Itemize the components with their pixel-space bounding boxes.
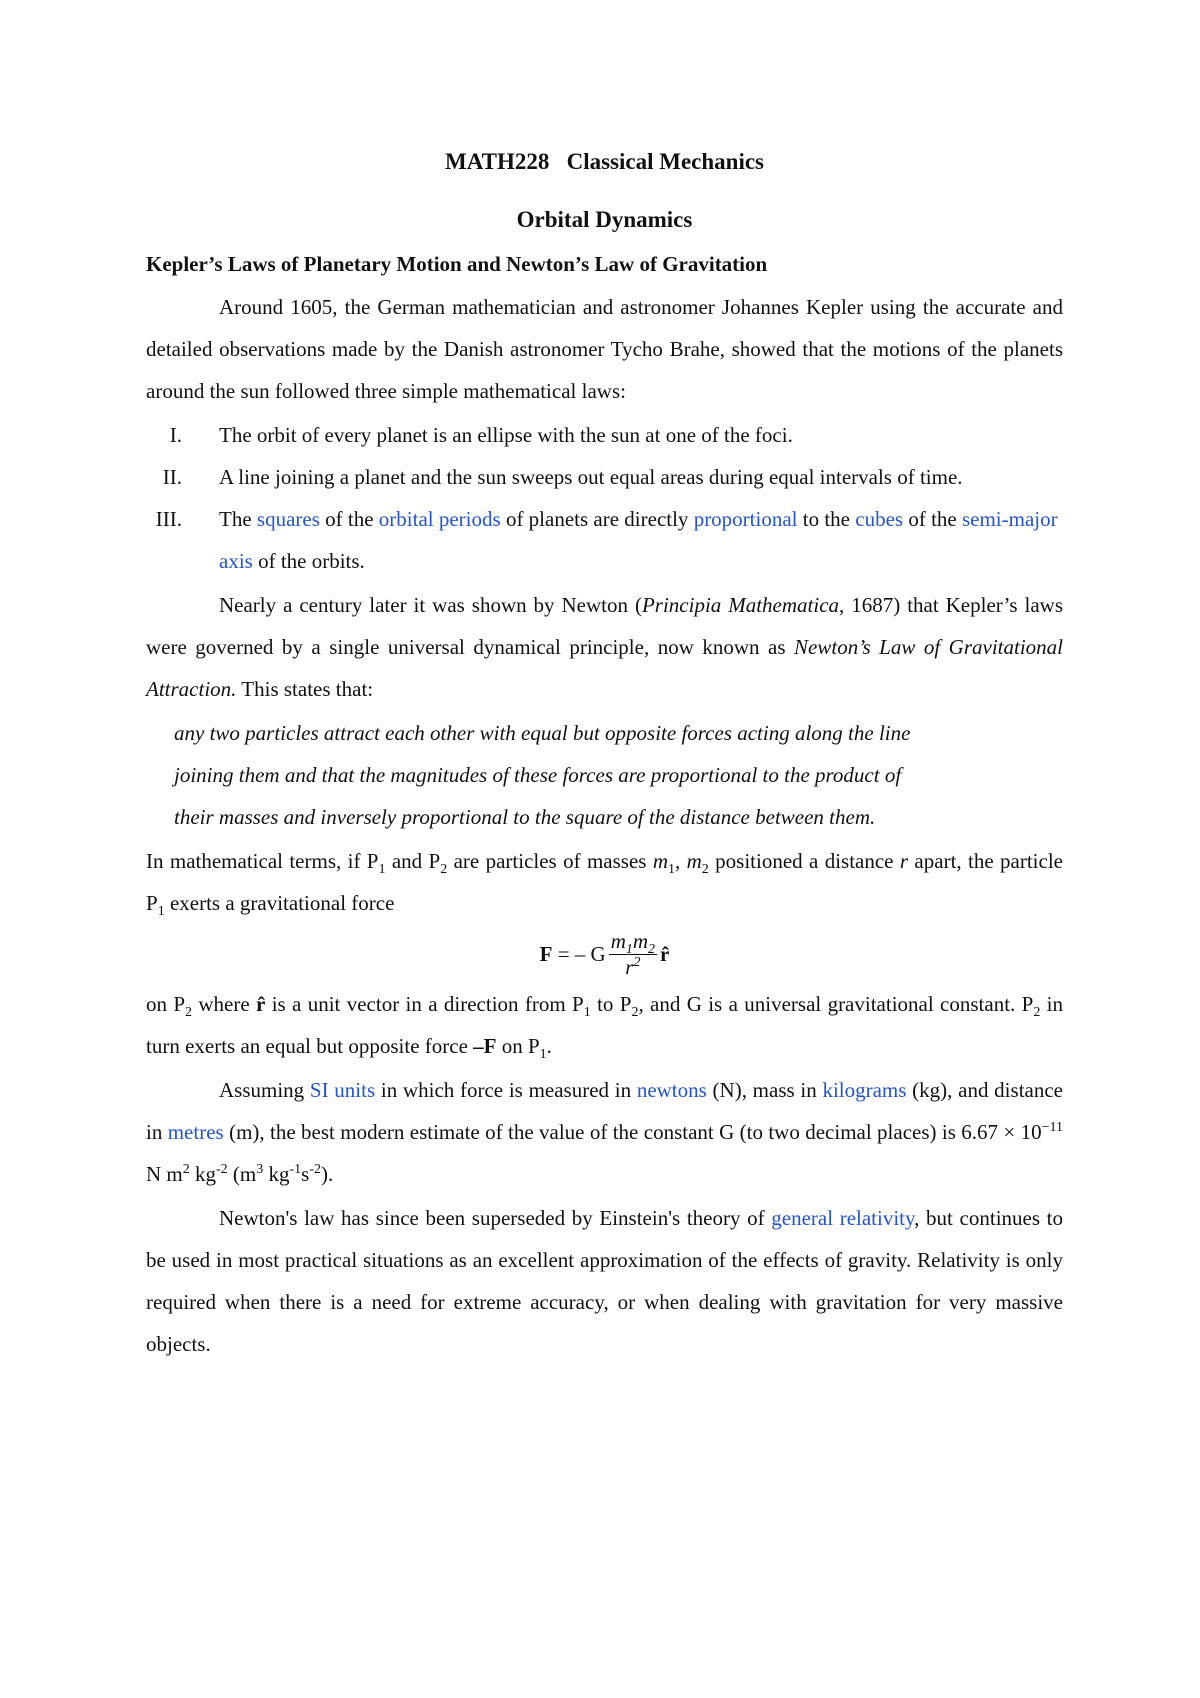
unit-vector-symbol: r̂	[660, 942, 670, 967]
law-item	[146, 414, 1063, 456]
force-symbol: F	[539, 942, 553, 967]
units-paragraph: Assuming SI units in which force is measured in newtons (N), mass in kilograms (kg), and distance in metres (m), the best modern estimate of the value of the constant G (to two decimal places) is $6.67 \times 10^{-11}$ N $m^2$ $kg^{-2}$ ($m^3$ $kg^{-1}s^{-2}$).	[146, 1078, 1064, 1187]
link-cubes[interactable]: cubes	[855, 507, 904, 531]
after-formula-paragraph: on $P_2$ where r̂ is a unit vector in a direction from $P_1$ to $P_2$, and G is a universal gravitational constant. $P_2$ in turn exerts an equal but opposite force –F on $P_1$.	[146, 992, 1063, 1063]
relativity-paragraph: Newton's law has since been superseded by Einstein's theory of general relativity, but continues to be used in most practical situations as an excellent approximation of the effects of gravity. Relativity is only required when there is a need for extreme accuracy, or when dealing with gravitation for very massive objects.	[146, 1206, 1064, 1357]
law-item	[146, 498, 1063, 582]
link-proportional[interactable]: proportional	[693, 507, 798, 531]
law-item	[146, 456, 1063, 498]
law-text: A line joining a planet and the sun sweeps out equal areas during equal intervals of time.	[219, 465, 963, 489]
kepler-laws-list	[146, 414, 1063, 582]
link-si-units[interactable]: SI units	[309, 1078, 376, 1103]
link-semi-major-axis[interactable]: semi-major axis	[219, 507, 1058, 573]
fraction-numerator: $m_1m_2$	[610, 929, 656, 958]
link-metres[interactable]: metres	[167, 1120, 224, 1145]
equals-minus-g: = – G	[552, 942, 606, 967]
law-statement-quote	[174, 712, 1063, 838]
link-orbital-periods[interactable]: orbital periods	[378, 507, 501, 531]
course-name: Classical Mechanics	[566, 149, 764, 174]
quote-line: their masses and inversely proportional to the square of the distance between them.	[174, 805, 876, 829]
law-text: The orbit of every planet is an ellipse with the sun at one of the foci.	[219, 423, 793, 447]
fraction	[609, 930, 657, 979]
link-squares[interactable]: squares	[256, 507, 320, 531]
quote-line: joining them and that the magnitudes of these forces are proportional to the product of	[174, 763, 902, 787]
intro-paragraph: Around 1605, the German mathematician and astronomer Johannes Kepler using the accurate and detailed observations made by the Danish astronomer Tycho Brahe, showed that the motions of the planets around the sun followed three simple mathematical laws:	[146, 295, 1063, 403]
fraction-denominator: $r^2$	[625, 955, 641, 980]
course-title	[146, 140, 1063, 184]
law-number: II.	[162, 465, 182, 489]
document-page	[146, 140, 1063, 1365]
link-kilograms[interactable]: kilograms	[822, 1078, 907, 1103]
law-text: The squares of the orbital periods of planets are directly proportional to the cubes of the semi-major axis of the orbits.	[219, 507, 1058, 573]
newton-paragraph: Nearly a century later it was shown by Newton (Principia Mathematica, 1687) that Kepler’s laws were governed by a single universal dynamical principle, now known as Newton’s Law of Gravitational Attraction. This states that:	[146, 593, 1064, 701]
link-general-relativity[interactable]: general relativity	[771, 1206, 915, 1231]
link-newtons[interactable]: newtons	[636, 1078, 707, 1103]
gravitation-formula	[146, 924, 1063, 983]
book-title: Principia Mathematica	[641, 593, 840, 617]
topic-title: Orbital Dynamics	[516, 207, 693, 232]
math-paragraph: In mathematical terms, if $P_1$ and $P_2$ are particles of masses $m_1$, $m_2$ positioned a distance r apart, the particle $P_1$ exerts a gravitational force	[146, 849, 1063, 920]
formula-expression	[540, 930, 670, 979]
section-heading: Kepler’s Laws of Planetary Motion and Newton’s Law of Gravitation	[146, 252, 768, 276]
course-code: MATH228	[445, 149, 550, 174]
law-name: Newton’s Law of Gravitational Attraction.	[146, 635, 1063, 701]
law-number: I.	[169, 423, 182, 447]
quote-line: any two particles attract each other with equal but opposite forces acting along the line	[174, 721, 911, 745]
law-number: III.	[155, 507, 182, 531]
